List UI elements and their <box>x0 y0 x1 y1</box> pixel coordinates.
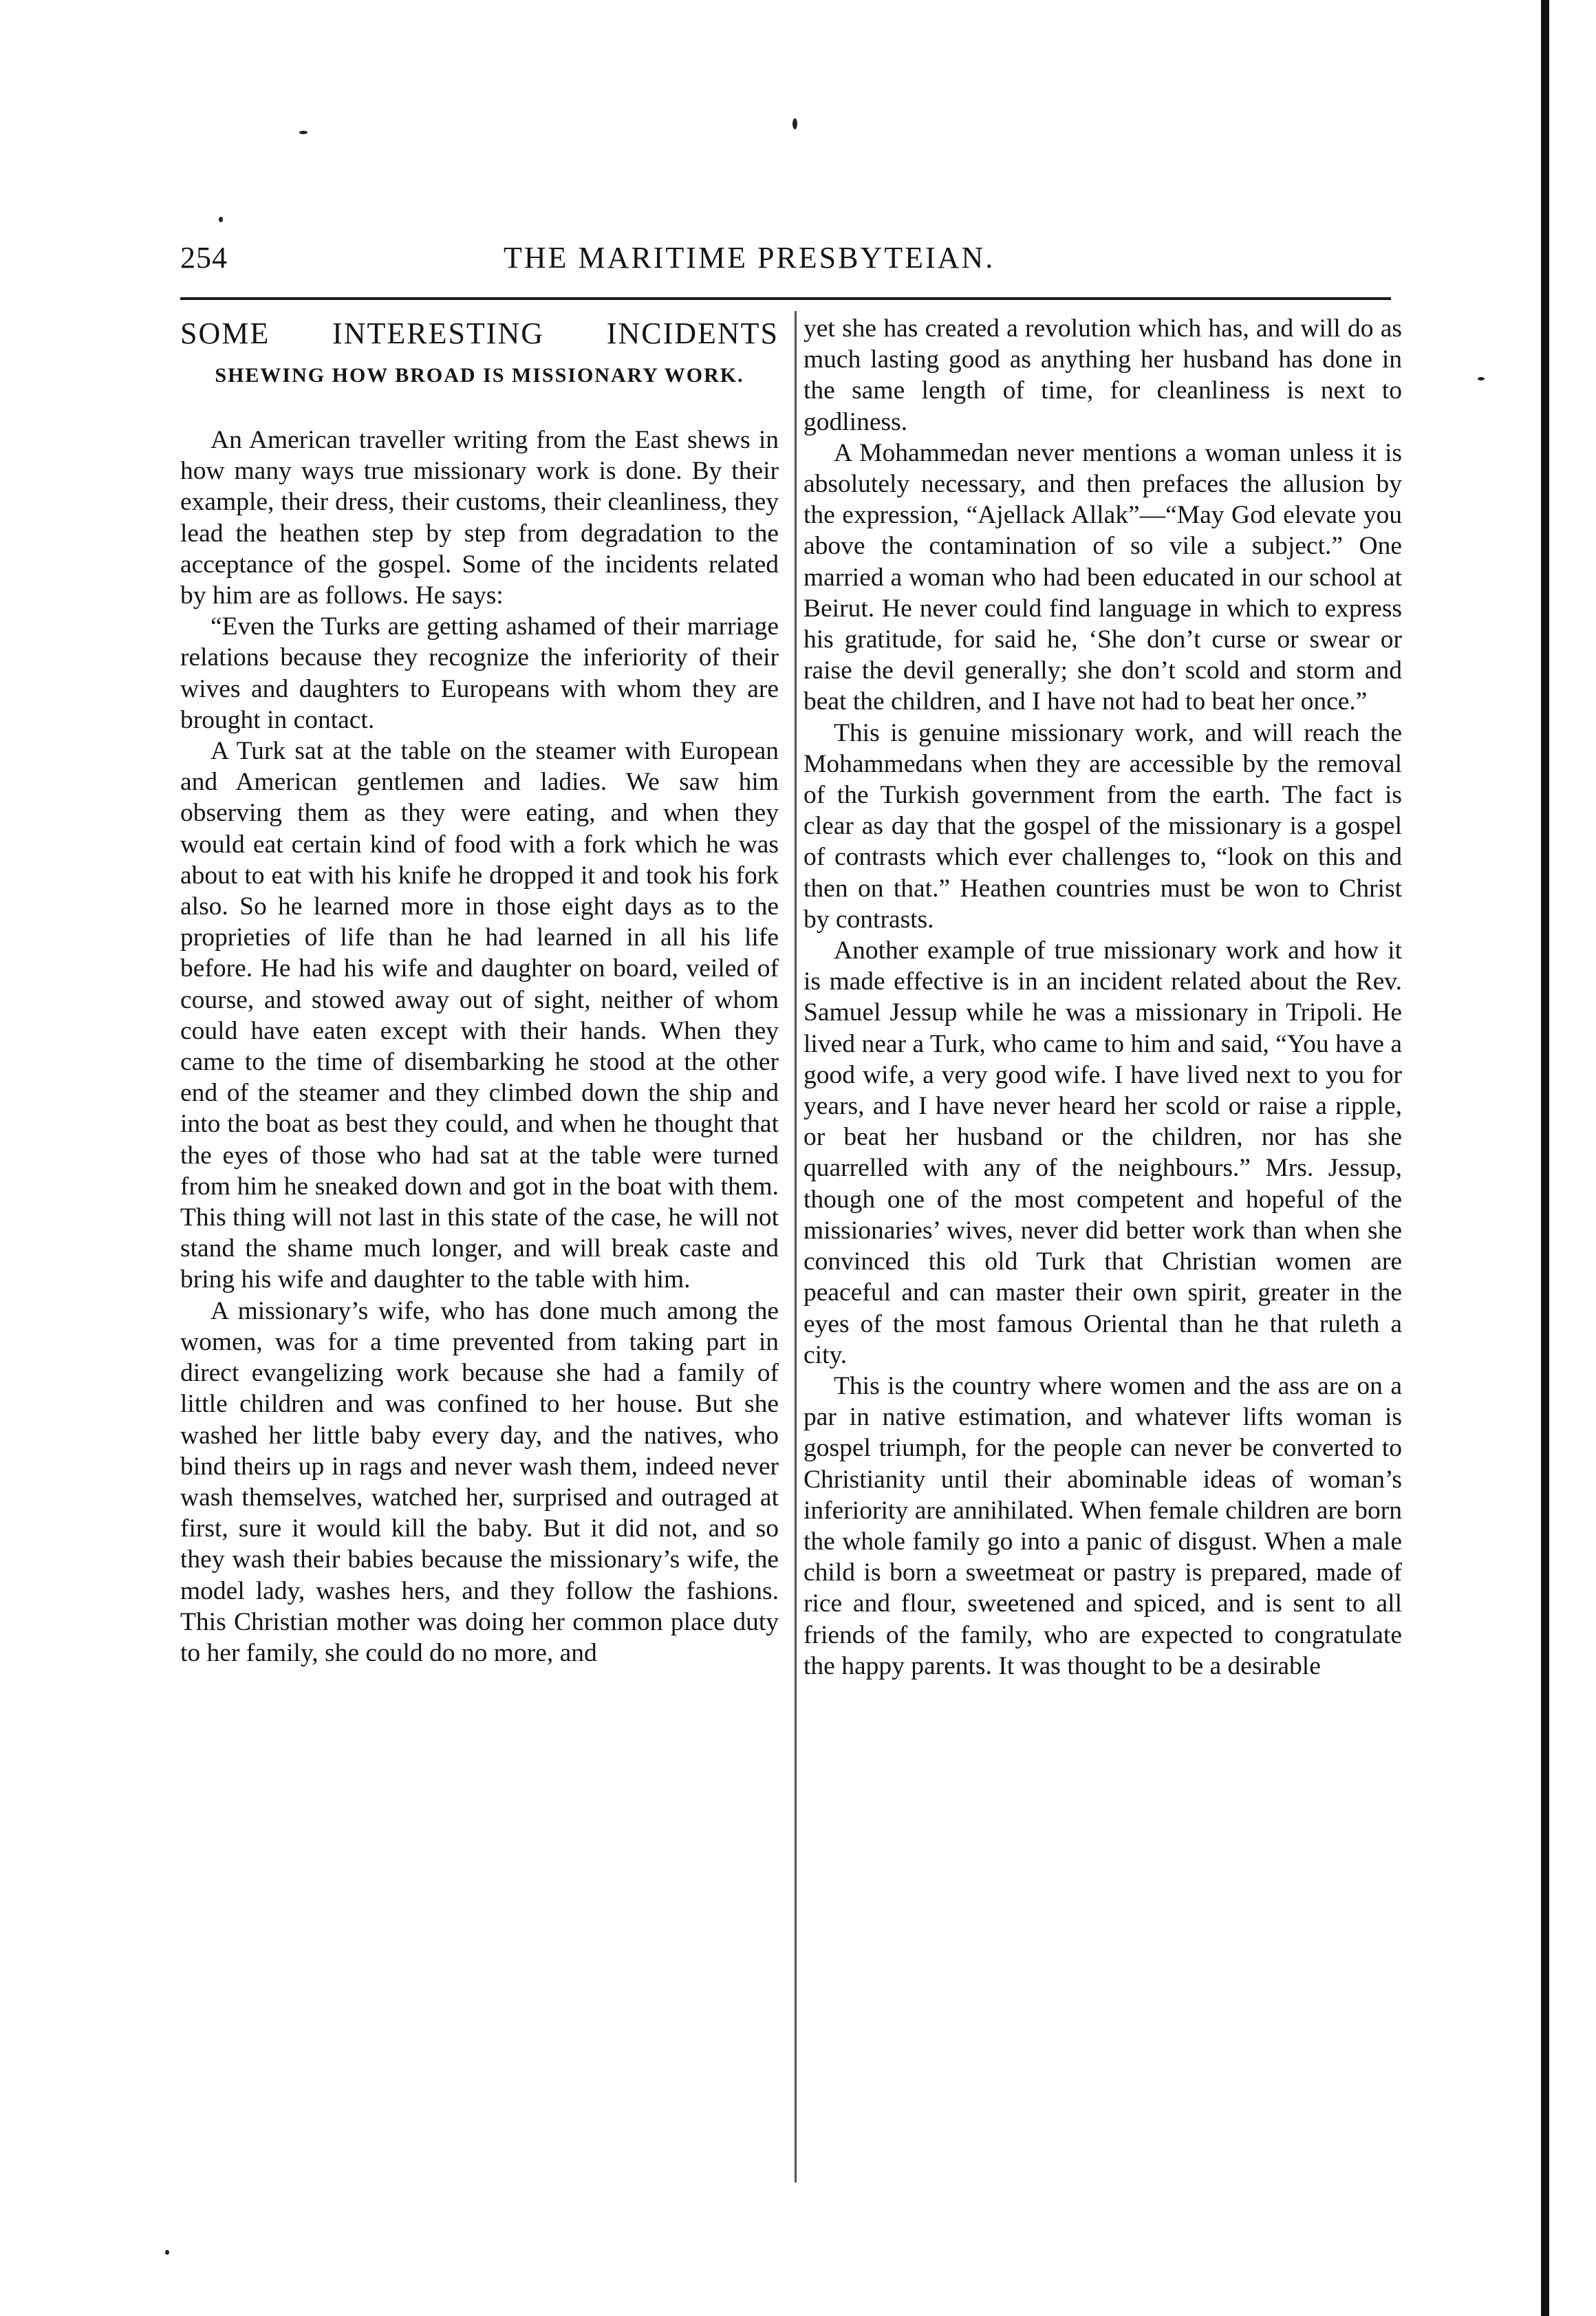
scan-speck <box>299 131 308 134</box>
paragraph: This is genuine missionary work, and will reach the Mohammedans when they are accessible by the removal of the Turkish government from the earth. The fact is clear as day that the gospel of the missionary is a gospel of contrasts which ever challenges to, “look on this and then on that.” Heathen countries must be won to Christ by contrasts. <box>804 718 1402 934</box>
page-number: 254 <box>180 241 228 275</box>
scan-speck <box>165 2250 169 2255</box>
page-header <box>180 237 1391 279</box>
right-column <box>804 313 1402 1682</box>
article-title: SOME INTERESTING INCIDENTS <box>180 317 779 350</box>
paragraph-continuation: yet she has created a revolution which has, and will do as much lasting good as anything her husband has done in the same length of time, for cleanliness is next to godliness. <box>804 314 1402 436</box>
paragraph: This is the country where women and the ass are on a par in native estimation, and whatever lifts woman is gospel triumph, for the people can never be converted to Christianity until their abominable ideas of woman’s inferiority are annihilated. When female children are born the whole family go into a panic of disgust. When a male child is born a sweetmeat or pastry is prepared, made of rice and flour, sweetened and spiced, and is sent to all friends of the family, who are expected to congratulate the happy parents. It was thought to be a desirable <box>804 1371 1402 1680</box>
paragraph: “Even the Turks are getting ashamed of their marriage relations because they recognize the inferiority of their wives and daughters to Europeans with whom they are brought in contact. <box>180 612 779 734</box>
paragraph: A Turk sat at the table on the steamer with European and American gentlemen and ladies. We saw him observing them as they were eating, and when they would eat certain kind of food with a fork which he was about to eat with his knife he dropped it and took his fork also. So he learned more in those eight days as to the proprieties of life than he had learned in all his life before. He had his wife and daughter on board, veiled of course, and stowed away out of sight, neither of whom could have eaten except with their hands. When they came to the time of disembarking he stood at the other end of the steamer and they climbed down the ship and into the boat as best they could, and when he thought that the eyes of those who had sat at the table were turned from him he sneaked down and got in the boat with them. This thing will not last in this state of the case, he will not stand the shame much longer, and will break caste and bring his wife and daughter to the table with him. <box>180 737 779 1294</box>
scan-speck <box>792 118 797 129</box>
scan-speck <box>1478 377 1485 380</box>
paragraph: An American traveller writing from the East shews in how many ways true missionary work is done. By their example, their dress, their customs, their cleanliness, they lead the heathen step by step from degradation to the acceptance of the gospel. Some of the incidents related by him are as follows. He says: <box>180 426 779 610</box>
article-subtitle: SHEWING HOW BROAD IS MISSIONARY WORK. <box>215 364 744 387</box>
column-divider <box>795 311 797 2183</box>
page-edge <box>1541 0 1549 2316</box>
left-column <box>180 313 779 1669</box>
header-rule <box>180 297 1391 300</box>
scan-speck <box>219 217 223 222</box>
paragraph: A Mohammedan never mentions a woman unless it is absolutely necessary, and then prefaces the allusion by the expression, “Ajellack Allak”—“May God elevate you above the contamination of so vile a subject.” One married a woman who had been educated in our school at Beirut. He never could find language in which to express his gratitude, for said he, ‘She don’t curse or swear or raise the devil generally; she don’t scold and storm and beat the children, and I have not had to beat her once.” <box>804 438 1402 716</box>
paragraph: Another example of true missionary work and how it is made effective is in an incident related about the Rev. Samuel Jessup while he was a missionary in Tripoli. He lived near a Turk, who came to him and said, “You have a good wife, a very good wife. I have lived next to you for years, and I have never heard her scold or raise a ripple, or beat her husband or the children, nor has she quarrelled with any of the neighbours.” Mrs. Jessup, though one of the most competent and hopeful of the missionaries’ wives, never did better work than when she convinced this old Turk that Christian women are peaceful and can master their own spirit, greater in the eyes of the most famous Oriental than he that ruleth a city. <box>804 936 1402 1369</box>
paragraph: A missionary’s wife, who has done much among the women, was for a time prevented from taking part in direct evangelizing work because she had a family of little children and was confined to her house. But she washed her little baby every day, and the natives, who bind theirs up in rags and never wash them, indeed never wash themselves, watched her, surprised and outraged at first, sure it would kill the baby. But it did not, and so they wash their babies because the missionary’s wife, the model lady, washes hers, and they follow the fashions. This Christian mother was doing her common place duty to her family, she could do no more, and <box>180 1296 779 1667</box>
running-title: THE MARITIME PRESBYTEIAN. <box>504 241 995 275</box>
